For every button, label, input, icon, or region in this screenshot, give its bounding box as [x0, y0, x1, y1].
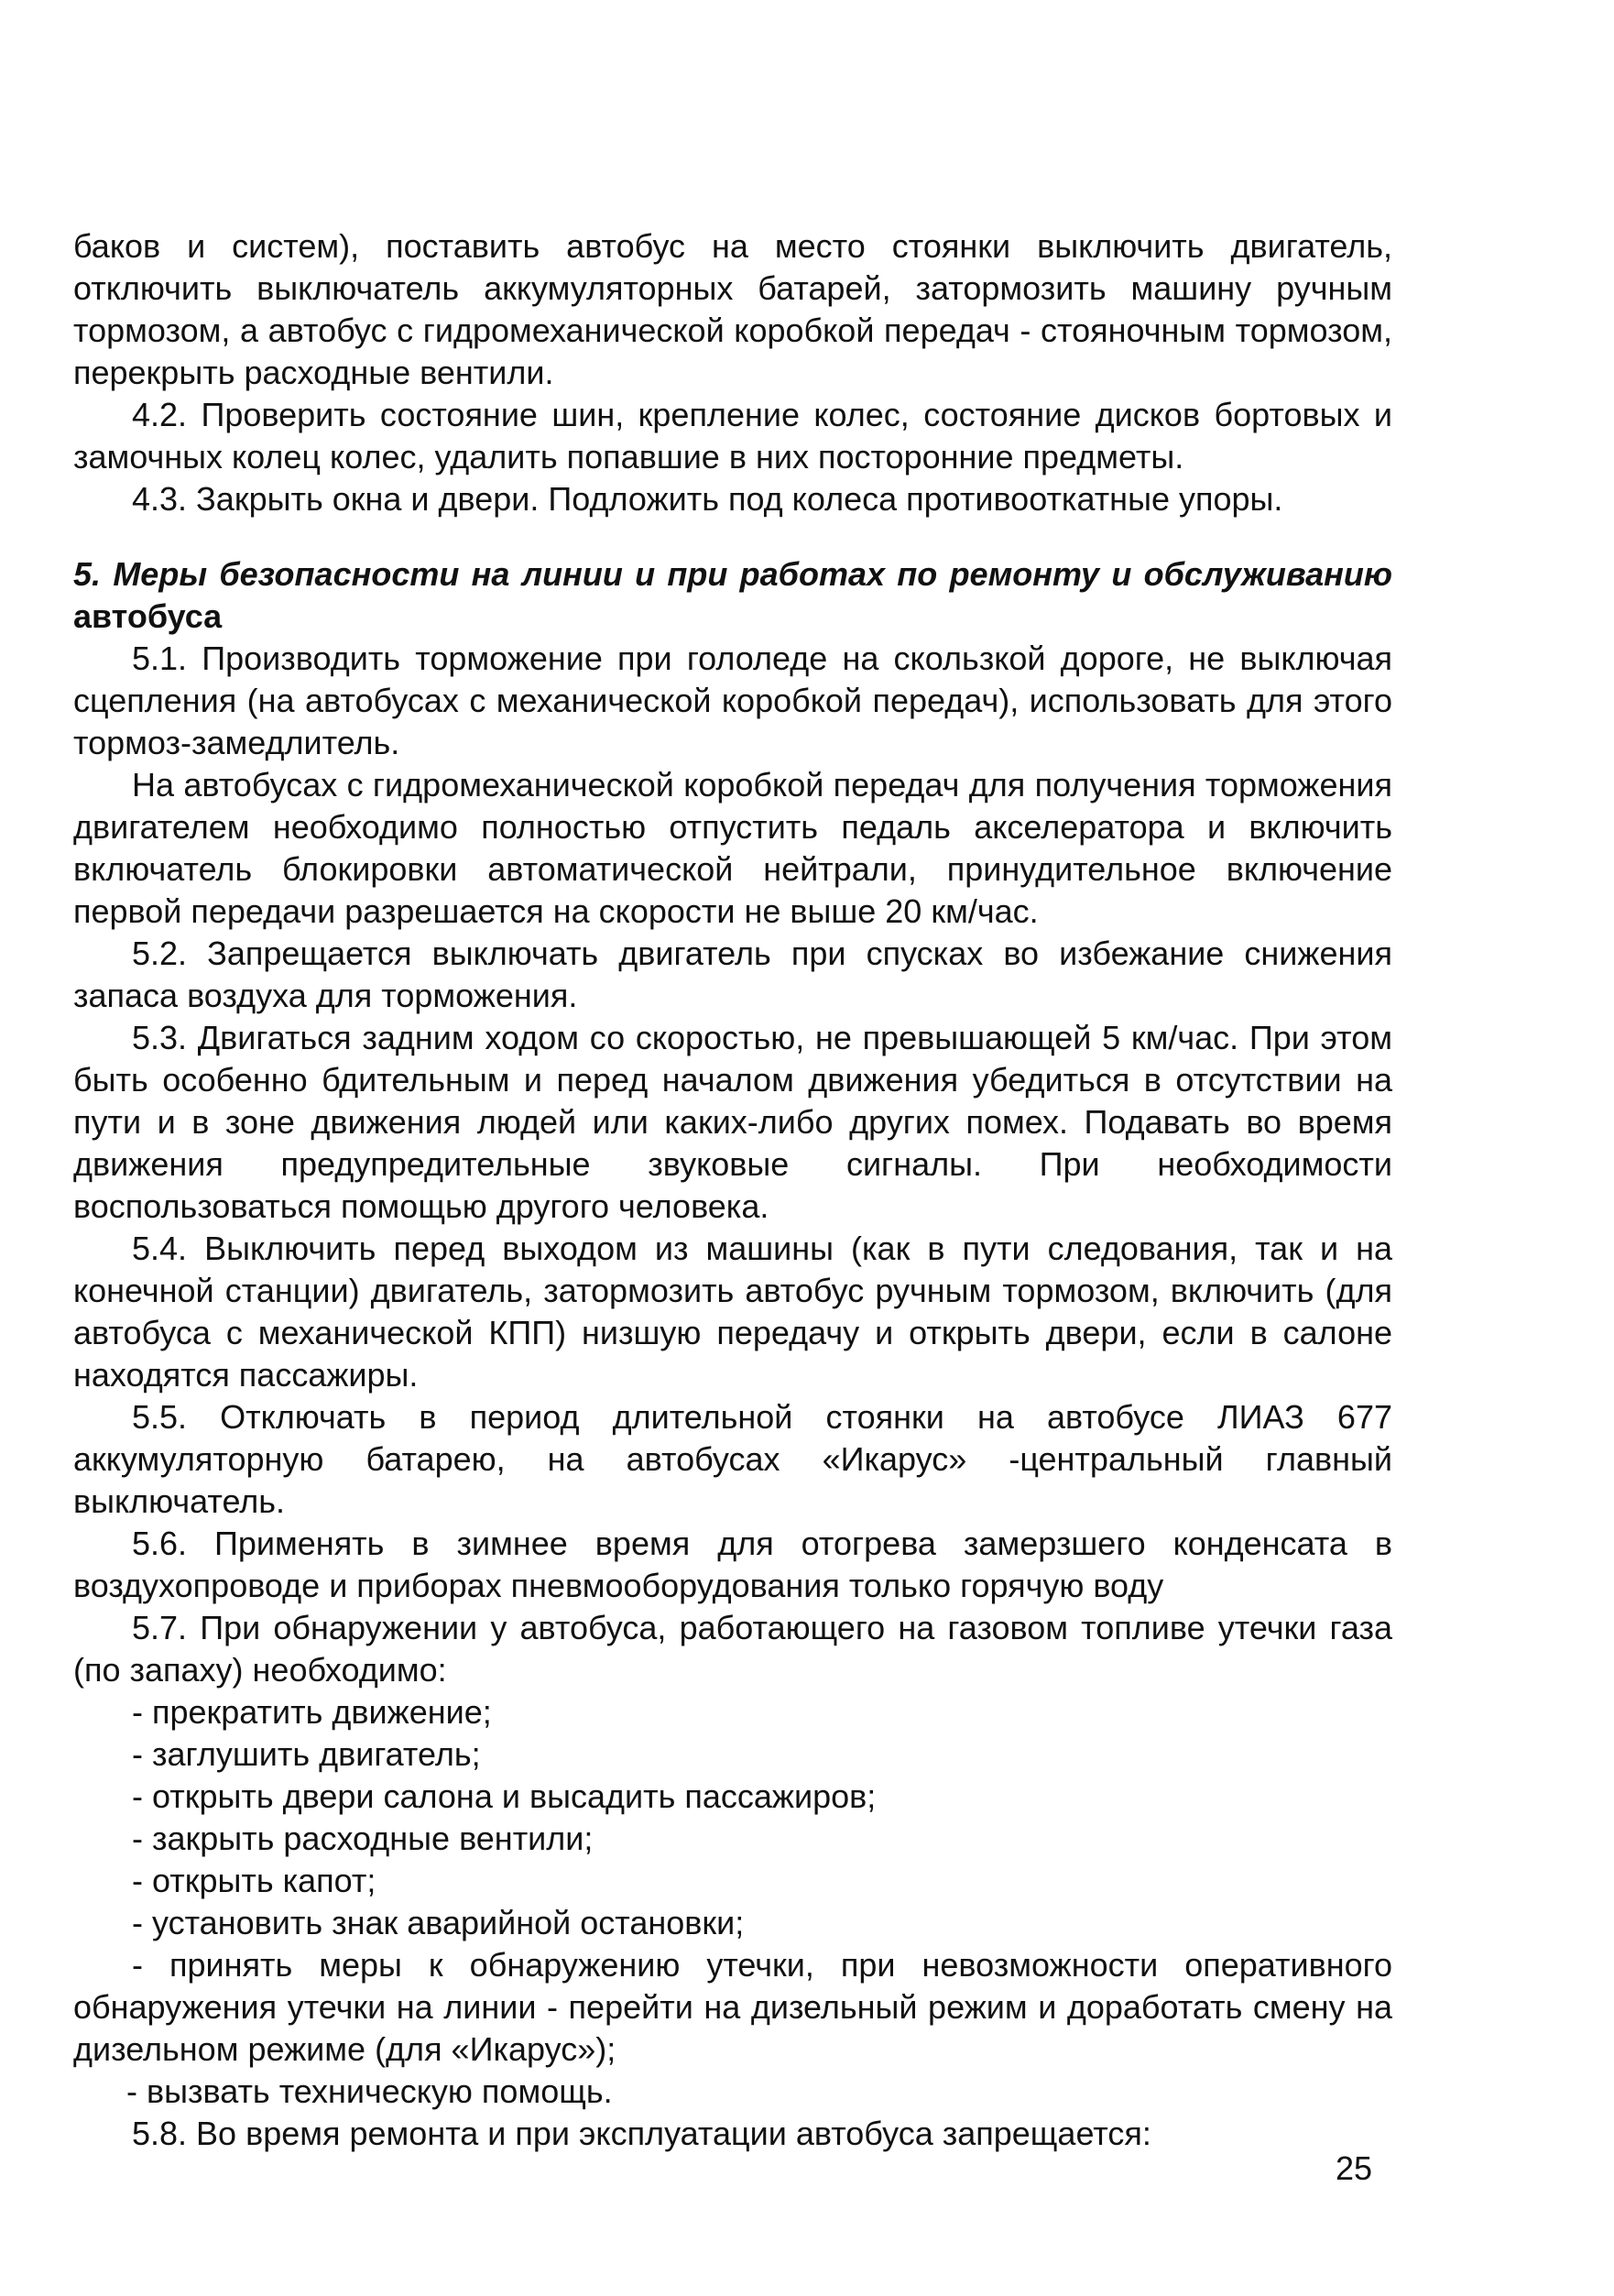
list-item: - закрыть расходные вентили;	[132, 1820, 594, 1857]
page-number: 25	[1336, 2149, 1373, 2187]
list-item-long: - принять меры к обнаружению утечки, при невозможности оперативного обнаружения утечки на линии - перейти на дизельный режим и доработать смену на дизельном режиме (для «Икарус»);	[73, 1946, 1392, 2068]
list-item: - заглушить двигатель;	[132, 1735, 481, 1773]
paragraph-4-3: 4.3. Закрыть окна и двери. Подложить под колеса противооткатные упоры.	[132, 480, 1283, 518]
paragraph-5-2: 5.2. Запрещается выключать двигатель при спусках во избежание снижения запаса воздуха для торможения.	[73, 935, 1392, 1014]
list-item: - открыть капот;	[132, 1862, 376, 1899]
paragraph-4-2: 4.2. Проверить состояние шин, крепление колес, состояние дисков бортовых и замочных колец колес, удалить попавшие в них посторонние предметы.	[73, 396, 1392, 476]
paragraph-5-1: 5.1. Производить торможение при гололеде на скользкой дороге, не выключая сцепления (на автобусах с механической коробкой передач), использовать для этого тормоз-замедлитель.	[73, 640, 1392, 761]
paragraph-5-4: 5.4. Выключить перед выходом из машины (как в пути следования, так и на конечной станции) двигатель, затормозить автобус ручным тормозом, включить (для автобуса с механической КПП) низшую передачу и открыть двери, если в салоне находятся пассажиры.	[73, 1230, 1392, 1394]
page-body	[73, 225, 1392, 2155]
section-5-heading-tail: автобуса	[73, 597, 223, 635]
section-5-heading	[73, 553, 1392, 638]
paragraph-5-6: 5.6. Применять в зимнее время для отогрева замерзшего конденсата в воздухопроводе и приборах пневмооборудования только горячую воду	[73, 1525, 1392, 1604]
list-item: - открыть двери салона и высадить пассажиров;	[132, 1777, 877, 1815]
paragraph-5-3: 5.3. Двигаться задним ходом со скоростью, не превышающей 5 км/час. При этом быть особенно бдительным и перед началом движения убедиться в отсутствии на пути и в зоне движения людей или каких-либо других помех. Подавать во время движения предупредительные звуковые сигналы. При необходимости воспользоваться помощью другого человека.	[73, 1019, 1392, 1225]
list-item: - прекратить движение;	[132, 1693, 492, 1731]
intro-paragraph: баков и систем), поставить автобус на место стоянки выключить двигатель, отключить выключатель аккумуляторных батарей, затормозить машину ручным тормозом, а автобус с гидромеханической коробкой передач - стояночным тормозом, перекрыть расходные вентили.	[73, 227, 1392, 391]
paragraph-5-8: 5.8. Во время ремонта и при эксплуатации автобуса запрещается:	[132, 2115, 1151, 2152]
paragraph-5-1-continued: На автобусах с гидромеханической коробкой передач для получения торможения двигателем необходимо полностью отпустить педаль акселератора и включить включатель блокировки автоматической нейтрали, принудительное включение первой передачи разрешается на скорости не выше 20 км/час.	[73, 766, 1392, 930]
paragraph-5-7: 5.7. При обнаружении у автобуса, работающего на газовом топливе утечки газа (по запаху) необходимо:	[73, 1609, 1392, 1689]
list-item: - установить знак аварийной остановки;	[132, 1904, 745, 1941]
section-5-heading-main: 5. Меры безопасности на линии и при работах по ремонту и обслуживанию	[73, 555, 1392, 593]
list-item: - вызвать техническую помощь.	[126, 2072, 613, 2110]
paragraph-5-5: 5.5. Отключать в период длительной стоянки на автобусе ЛИАЗ 677 аккумуляторную батарею, на автобусах «Икарус» -центральный главный выключатель.	[73, 1398, 1392, 1520]
